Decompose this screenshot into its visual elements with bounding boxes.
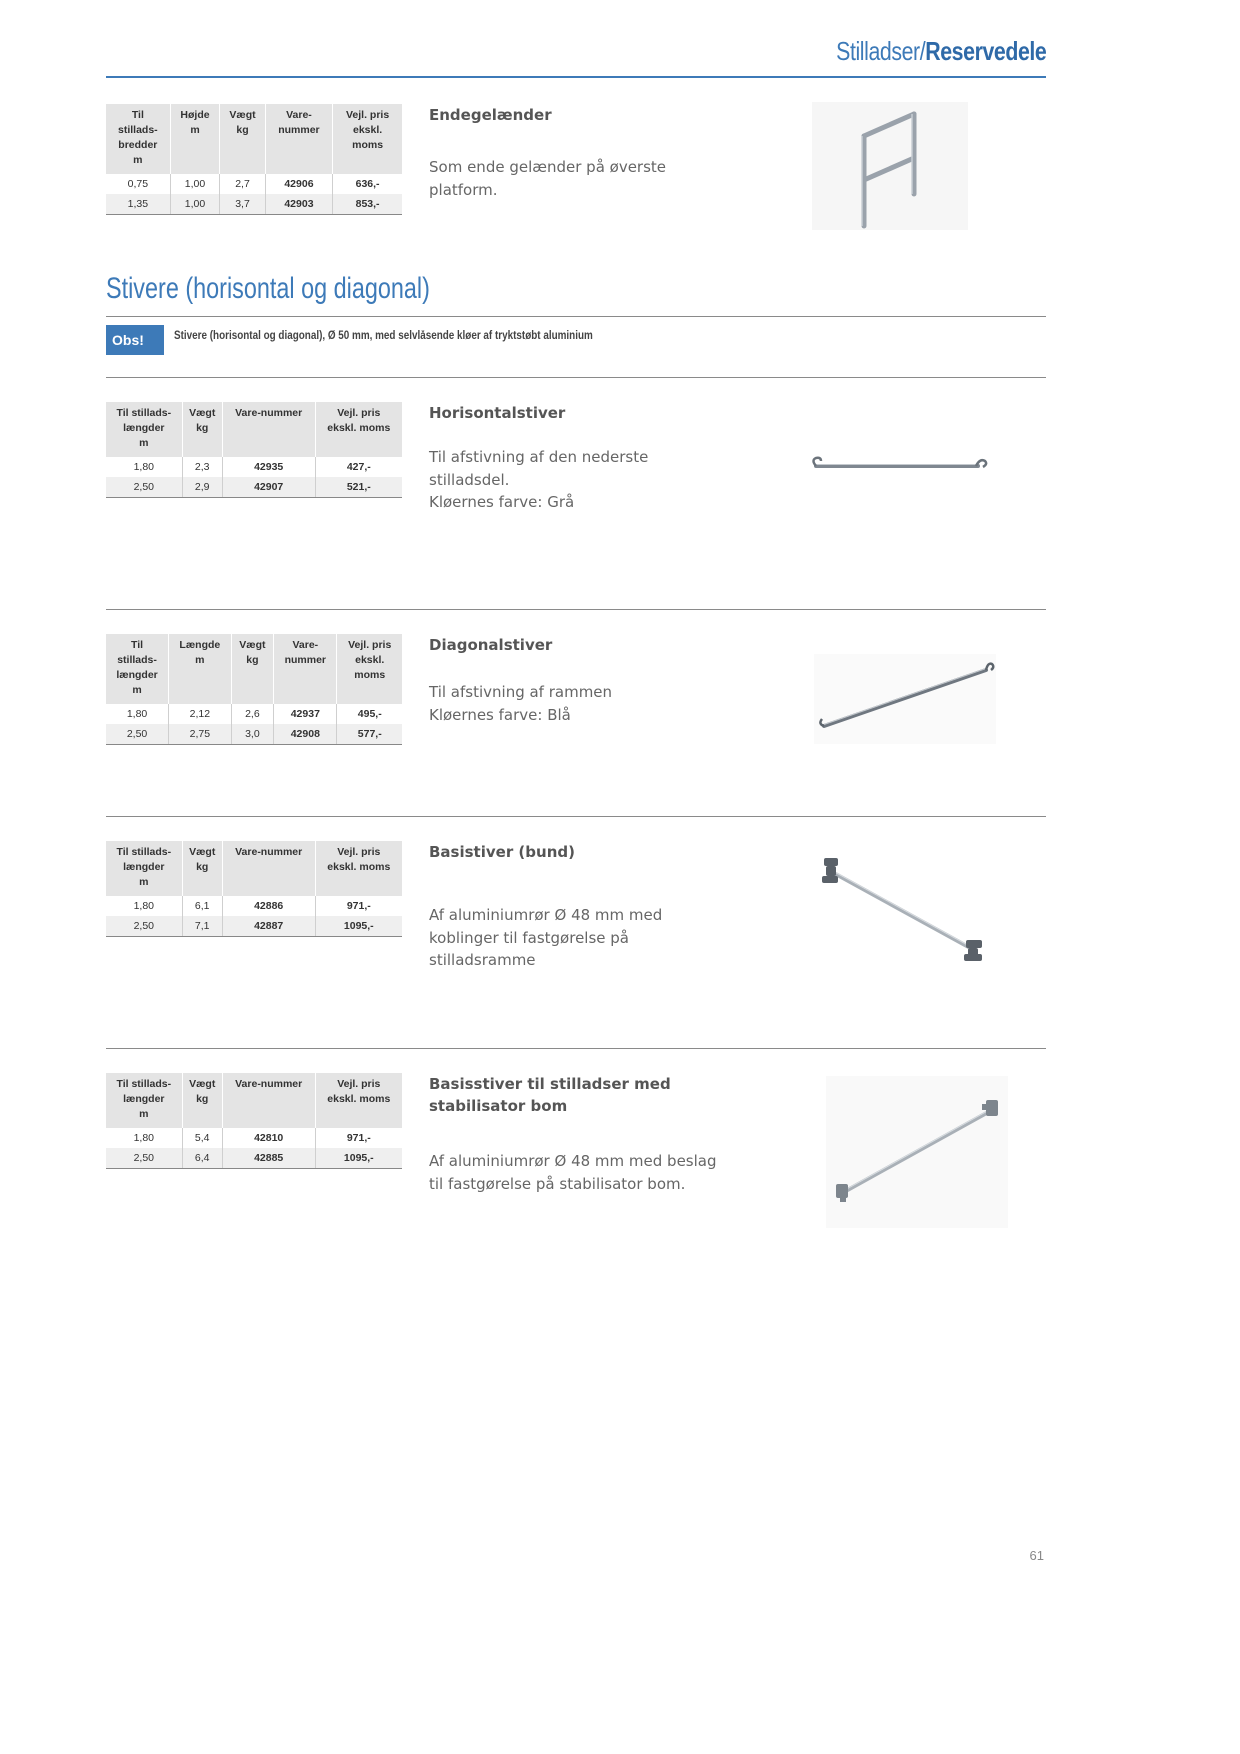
column-header: Vejl. pris ekskl. moms — [315, 402, 402, 457]
table-row — [106, 194, 402, 215]
column-header: Længde m — [169, 634, 231, 704]
table-cell: 42935 — [222, 457, 315, 477]
product-description-endegelaender: Som ende gelænder på øverste platform. — [429, 158, 667, 199]
table-cell: 42810 — [222, 1128, 315, 1148]
column-header: Vejl. pris ekskl. moms — [315, 1073, 402, 1128]
column-header: Til stillads- længder m — [106, 402, 182, 457]
table-row — [106, 916, 402, 937]
table-cell: 2,7 — [220, 174, 265, 194]
section-rule — [106, 316, 1046, 317]
section-title: Stivere (horisontal og diagonal) — [106, 272, 430, 305]
table-header-row — [106, 841, 402, 896]
table-header-row — [106, 104, 402, 174]
table-header-row — [106, 634, 402, 704]
table-row — [106, 724, 402, 745]
table-cell: 42885 — [222, 1148, 315, 1169]
table-cell: 3,0 — [231, 724, 274, 745]
table-cell: 42886 — [222, 896, 315, 916]
table-cell: 2,50 — [106, 916, 182, 937]
table-cell: 6,1 — [182, 896, 222, 916]
column-header: Til stillads- længder m — [106, 1073, 182, 1128]
spec-table-basisstiver-stabilisator — [106, 1073, 402, 1169]
header-subcategory: Reservedele — [924, 36, 1046, 66]
base-brace-with-couplers-icon — [816, 852, 992, 972]
column-header: Vejl. pris ekskl. moms — [315, 841, 402, 896]
table-cell: 2,50 — [106, 724, 169, 745]
spec-table-basistiver — [106, 841, 402, 937]
page-number: 61 — [1029, 1548, 1044, 1563]
table-cell: 1095,- — [315, 916, 402, 937]
table-row — [106, 1148, 402, 1169]
table-cell: 427,- — [346, 461, 371, 473]
table-cell: 521,- — [315, 477, 402, 498]
table-cell: 3,7 — [220, 194, 265, 215]
table-cell: 42937 — [274, 704, 337, 724]
column-header: Til stillads- bredder m — [106, 104, 170, 174]
table-cell: 42887 — [222, 916, 315, 937]
product-description-diagonalstiver: Til afstivning af rammen Kløernes farve: Blå — [429, 683, 613, 724]
column-header: Vare-nummer — [222, 841, 315, 896]
product-title-basisstiver-stabilisator: Basisstiver til stilladser med stabilisator bom — [429, 1075, 671, 1115]
header-category: Stilladser/ — [835, 36, 925, 66]
product-description-horisontalstiver: Til afstivning af den nederste stilladsdel. Kløernes farve: Grå — [429, 448, 649, 511]
stabilizer-base-brace-icon — [826, 1076, 1008, 1228]
column-header: Vare-nummer — [222, 1073, 315, 1128]
column-header: Vare- nummer — [265, 104, 332, 174]
column-header: Til stillads- længder m — [106, 841, 182, 896]
divider — [106, 609, 1046, 610]
column-header: Vare-nummer — [222, 402, 315, 457]
table-cell: 1,80 — [106, 1128, 182, 1148]
table-cell: 495,- — [357, 708, 382, 720]
table-cell: 2,6 — [231, 704, 274, 724]
table-cell: 853,- — [333, 194, 402, 215]
table-row — [106, 457, 402, 477]
table-cell: 42907 — [222, 477, 315, 498]
product-title-basistiver: Basistiver (bund) — [429, 843, 575, 861]
column-header: Vejl. pris ekskl. moms — [333, 104, 402, 174]
column-header: Vægt kg — [182, 841, 222, 896]
table-cell: 42903 — [265, 194, 332, 215]
divider — [106, 377, 1046, 378]
table-cell: 1,80 — [106, 704, 169, 724]
table-cell: 1095,- — [315, 1148, 402, 1169]
table-cell: 42906 — [265, 174, 332, 194]
table-cell: 2,3 — [182, 457, 222, 477]
table-cell: 5,4 — [182, 1128, 222, 1148]
table-cell: 1,00 — [170, 194, 220, 215]
table-row — [106, 174, 402, 194]
table-cell: 1,35 — [106, 194, 170, 215]
column-header: Højde m — [170, 104, 220, 174]
table-cell: 2,12 — [169, 704, 231, 724]
diagonal-brace-icon — [814, 654, 996, 744]
table-cell: 2,9 — [182, 477, 222, 498]
divider — [106, 816, 1046, 817]
table-cell: 2,50 — [106, 1148, 182, 1169]
table-cell: 42908 — [274, 724, 337, 745]
table-cell: 7,1 — [182, 916, 222, 937]
table-cell: 971,- — [346, 900, 371, 912]
table-cell: 6,4 — [182, 1148, 222, 1169]
table-row — [106, 704, 402, 724]
column-header: Til stillads- længder m — [106, 634, 169, 704]
table-row — [106, 477, 402, 498]
product-description-basisstiver-stabilisator: Af aluminiumrør Ø 48 mm med beslag til fastgørelse på stabilisator bom. — [429, 1152, 717, 1193]
table-cell: 0,75 — [106, 174, 170, 194]
table-header-row — [106, 1073, 402, 1128]
divider — [106, 1048, 1046, 1049]
column-header: Vare- nummer — [274, 634, 337, 704]
header-rule — [106, 76, 1046, 78]
product-title-endegelaender: Endegelænder — [429, 106, 552, 124]
column-header: Vægt kg — [220, 104, 265, 174]
column-header: Vægt kg — [182, 402, 222, 457]
column-header: Vægt kg — [231, 634, 274, 704]
table-cell: 2,50 — [106, 477, 182, 498]
spec-table-diagonalstiver — [106, 634, 402, 745]
column-header: Vægt kg — [182, 1073, 222, 1128]
table-cell: 577,- — [337, 724, 402, 745]
horizontal-brace-icon — [806, 452, 988, 478]
product-title-horisontalstiver: Horisontalstiver — [429, 404, 566, 422]
page-header-title — [836, 36, 1046, 67]
table-cell: 1,80 — [106, 457, 182, 477]
end-railing-frame-icon — [812, 102, 968, 230]
obs-badge: Obs! — [106, 325, 164, 355]
table-cell: 1,00 — [170, 174, 220, 194]
table-header-row — [106, 402, 402, 457]
table-cell: 1,80 — [106, 896, 182, 916]
product-title-diagonalstiver: Diagonalstiver — [429, 636, 553, 654]
column-header: Vejl. pris ekskl. moms — [337, 634, 402, 704]
spec-table-endegelaender — [106, 104, 402, 215]
table-cell: 636,- — [355, 178, 380, 190]
spec-table-horisontalstiver — [106, 402, 402, 498]
table-row — [106, 896, 402, 916]
product-description-basistiver: Af aluminiumrør Ø 48 mm med koblinger til fastgørelse på stilladsramme — [429, 906, 663, 969]
table-cell: 2,75 — [169, 724, 231, 745]
table-row — [106, 1128, 402, 1148]
obs-note: Stivere (horisontal og diagonal), Ø 50 mm, med selvlåsende kløer af tryktstøbt aluminium — [174, 330, 593, 342]
table-cell: 971,- — [346, 1132, 371, 1144]
